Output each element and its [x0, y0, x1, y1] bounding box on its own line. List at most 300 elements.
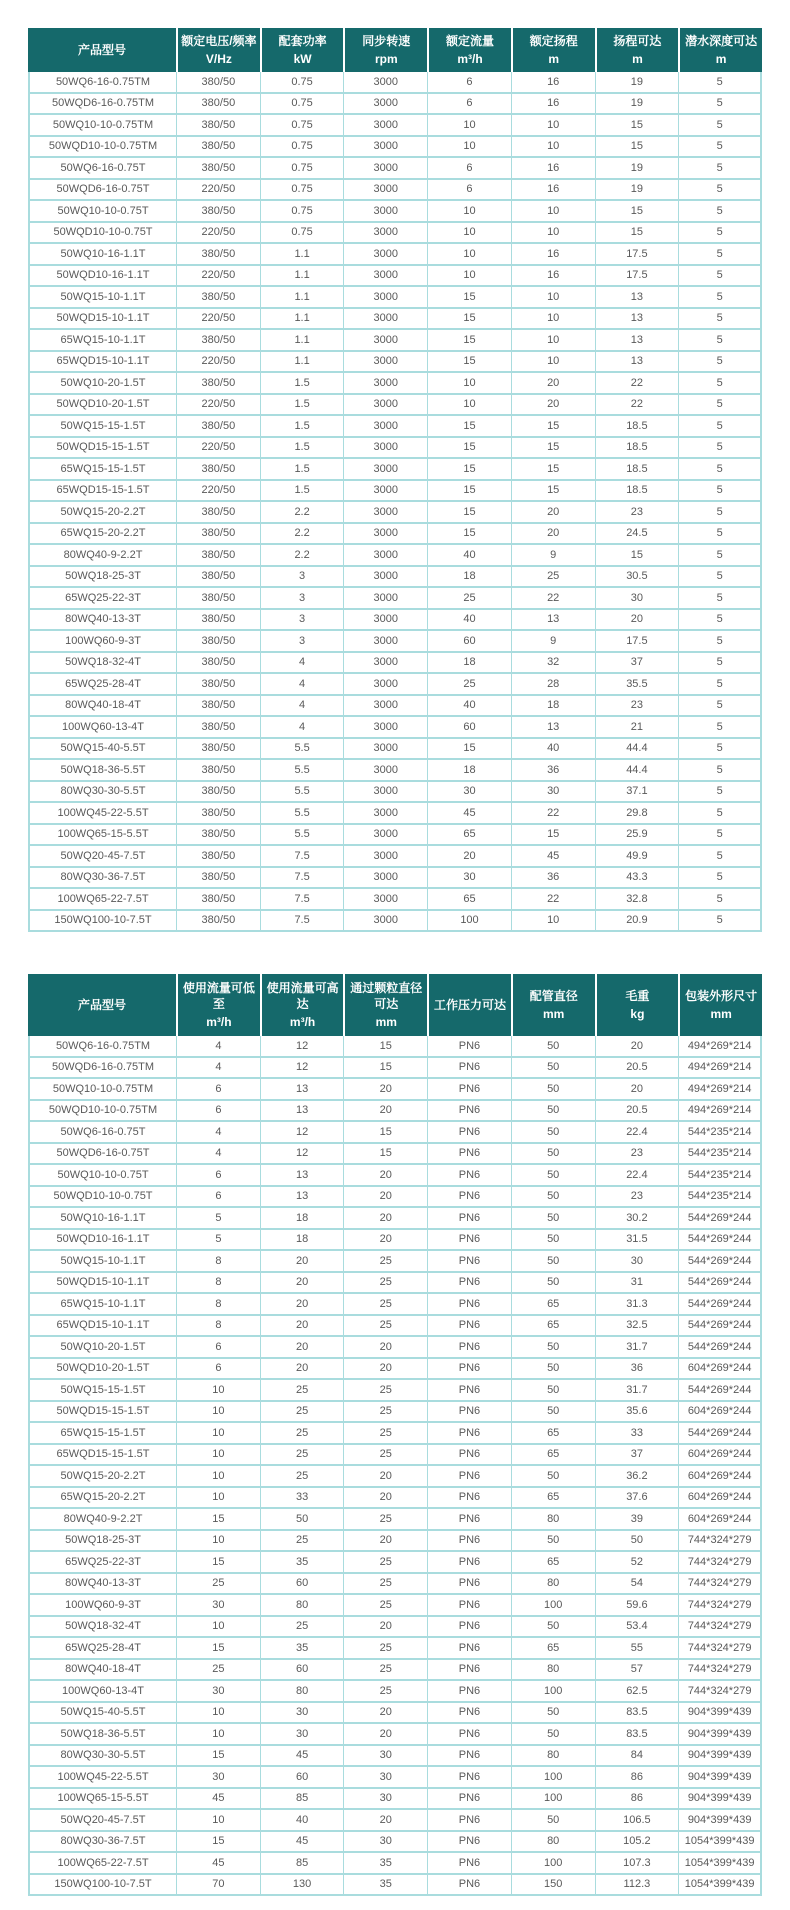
value-cell: 220/50: [176, 352, 260, 374]
value-cell: 5: [678, 674, 762, 696]
model-cell: 50WQD6-16-0.75TM: [28, 1058, 176, 1080]
value-cell: 5: [678, 717, 762, 739]
column-label: 额定扬程: [529, 34, 578, 49]
value-cell: 107.3: [595, 1853, 679, 1875]
model-cell: 65WQ15-10-1.1T: [28, 1294, 176, 1316]
value-cell: 10: [427, 201, 511, 223]
value-cell: 80: [511, 1832, 595, 1854]
column-label: 额定电压/频率: [181, 34, 257, 49]
column-header: [260, 974, 344, 1036]
value-cell: 50: [511, 1144, 595, 1166]
value-cell: 15: [427, 352, 511, 374]
model-cell: 100WQ65-22-7.5T: [28, 1853, 176, 1875]
value-cell: 25: [260, 1531, 344, 1553]
value-cell: 23: [595, 502, 679, 524]
value-cell: 50: [511, 1359, 595, 1381]
column-label: 产品型号: [78, 42, 127, 57]
model-cell: 50WQ15-40-5.5T: [28, 739, 176, 761]
table-row: [28, 266, 762, 288]
model-cell: 100WQ60-9-3T: [28, 1595, 176, 1617]
value-cell: 21: [595, 717, 679, 739]
value-cell: 6: [176, 1187, 260, 1209]
value-cell: 604*269*244: [678, 1445, 762, 1467]
value-cell: 37: [595, 653, 679, 675]
column-label: 扬程可达: [613, 34, 662, 49]
model-cell: 50WQD10-16-1.1T: [28, 266, 176, 288]
value-cell: PN6: [427, 1853, 511, 1875]
value-cell: 65: [511, 1488, 595, 1510]
value-cell: 50: [595, 1531, 679, 1553]
value-cell: 4: [260, 674, 344, 696]
table-row: [28, 1423, 762, 1445]
value-cell: 35: [343, 1875, 427, 1897]
value-cell: 380/50: [176, 287, 260, 309]
value-cell: 3: [260, 588, 344, 610]
table-row: [28, 1466, 762, 1488]
value-cell: 60: [427, 631, 511, 653]
value-cell: 10: [176, 1617, 260, 1639]
value-cell: 100: [511, 1681, 595, 1703]
table-row: [28, 1165, 762, 1187]
column-label: 配管直径: [529, 989, 578, 1004]
value-cell: 55: [595, 1638, 679, 1660]
model-cell: 50WQD6-16-0.75T: [28, 1144, 176, 1166]
value-cell: 25: [343, 1638, 427, 1660]
value-cell: 25.9: [595, 825, 679, 847]
value-cell: 50: [511, 1165, 595, 1187]
value-cell: PN6: [427, 1488, 511, 1510]
column-header: [28, 28, 176, 72]
value-cell: 32: [511, 653, 595, 675]
value-cell: 10: [511, 911, 595, 933]
value-cell: 380/50: [176, 201, 260, 223]
model-cell: 100WQ65-15-5.5T: [28, 825, 176, 847]
model-cell: 65WQ25-28-4T: [28, 1638, 176, 1660]
value-cell: 904*399*439: [678, 1746, 762, 1768]
value-cell: 25: [343, 1251, 427, 1273]
value-cell: PN6: [427, 1359, 511, 1381]
model-cell: 50WQD10-16-1.1T: [28, 1230, 176, 1252]
model-cell: 50WQD10-20-1.5T: [28, 1359, 176, 1381]
value-cell: 40: [427, 610, 511, 632]
value-cell: 10: [176, 1724, 260, 1746]
column-label: 通过颗粒直径可达: [350, 981, 423, 1012]
value-cell: 5: [678, 631, 762, 653]
value-cell: 23: [595, 1144, 679, 1166]
value-cell: PN6: [427, 1423, 511, 1445]
model-cell: 80WQ40-13-3T: [28, 610, 176, 632]
value-cell: 744*324*279: [678, 1552, 762, 1574]
column-header: [511, 974, 595, 1036]
value-cell: PN6: [427, 1380, 511, 1402]
value-cell: 3000: [343, 481, 427, 503]
value-cell: 544*269*244: [678, 1273, 762, 1295]
value-cell: 86: [595, 1767, 679, 1789]
value-cell: 50: [511, 1466, 595, 1488]
model-cell: 50WQ10-20-1.5T: [28, 373, 176, 395]
value-cell: 6: [427, 72, 511, 94]
value-cell: 3000: [343, 502, 427, 524]
value-cell: 3000: [343, 244, 427, 266]
value-cell: 60: [260, 1574, 344, 1596]
value-cell: 1054*399*439: [678, 1832, 762, 1854]
value-cell: 25: [176, 1660, 260, 1682]
model-cell: 50WQ10-10-0.75T: [28, 1165, 176, 1187]
table-row: [28, 158, 762, 180]
value-cell: 45: [176, 1789, 260, 1811]
value-cell: 22: [511, 588, 595, 610]
value-cell: 20.5: [595, 1058, 679, 1080]
value-cell: 40: [427, 545, 511, 567]
value-cell: 22: [595, 373, 679, 395]
table-row: [28, 696, 762, 718]
model-cell: 50WQ15-10-1.1T: [28, 1251, 176, 1273]
value-cell: 15: [427, 309, 511, 331]
value-cell: 380/50: [176, 545, 260, 567]
value-cell: 744*324*279: [678, 1660, 762, 1682]
value-cell: 544*235*214: [678, 1165, 762, 1187]
column-label: 毛重: [625, 989, 650, 1004]
value-cell: PN6: [427, 1552, 511, 1574]
table-row: [28, 287, 762, 309]
value-cell: 15: [427, 438, 511, 460]
value-cell: 20: [595, 1036, 679, 1058]
value-cell: 16: [511, 266, 595, 288]
value-cell: 380/50: [176, 567, 260, 589]
value-cell: PN6: [427, 1402, 511, 1424]
table-row: [28, 330, 762, 352]
value-cell: 17.5: [595, 631, 679, 653]
model-cell: 50WQD10-10-0.75T: [28, 1187, 176, 1209]
value-cell: 30: [176, 1767, 260, 1789]
value-cell: 744*324*279: [678, 1638, 762, 1660]
table-row: [28, 481, 762, 503]
value-cell: 62.5: [595, 1681, 679, 1703]
column-label: 包装外形尺寸: [685, 989, 758, 1004]
value-cell: PN6: [427, 1767, 511, 1789]
value-cell: 50: [511, 1273, 595, 1295]
value-cell: 13: [260, 1187, 344, 1209]
value-cell: 65: [511, 1552, 595, 1574]
model-cell: 100WQ65-15-5.5T: [28, 1789, 176, 1811]
table-row: [28, 524, 762, 546]
value-cell: 30: [343, 1789, 427, 1811]
value-cell: 50: [511, 1337, 595, 1359]
value-cell: 380/50: [176, 696, 260, 718]
table-row: [28, 1574, 762, 1596]
value-cell: 5: [678, 889, 762, 911]
value-cell: 744*324*279: [678, 1574, 762, 1596]
model-cell: 50WQD15-10-1.1T: [28, 309, 176, 331]
value-cell: 70: [176, 1875, 260, 1897]
value-cell: 220/50: [176, 438, 260, 460]
value-cell: 0.75: [260, 180, 344, 202]
value-cell: 220/50: [176, 395, 260, 417]
value-cell: 28: [511, 674, 595, 696]
value-cell: 50: [511, 1230, 595, 1252]
value-cell: 3000: [343, 696, 427, 718]
table-row: [28, 1380, 762, 1402]
model-cell: 50WQ15-15-1.5T: [28, 416, 176, 438]
value-cell: 5: [678, 610, 762, 632]
value-cell: 7.5: [260, 846, 344, 868]
usage-dimensions-section: [28, 974, 762, 1896]
value-cell: 22.4: [595, 1122, 679, 1144]
value-cell: 23: [595, 1187, 679, 1209]
table-row: [28, 1316, 762, 1338]
value-cell: 18: [511, 696, 595, 718]
value-cell: 4: [260, 696, 344, 718]
value-cell: 904*399*439: [678, 1810, 762, 1832]
table-row: [28, 889, 762, 911]
value-cell: 30: [595, 1251, 679, 1273]
value-cell: PN6: [427, 1144, 511, 1166]
value-cell: 15: [511, 481, 595, 503]
value-cell: 20: [343, 1466, 427, 1488]
value-cell: 4: [176, 1058, 260, 1080]
value-cell: 50: [511, 1724, 595, 1746]
value-cell: PN6: [427, 1595, 511, 1617]
value-cell: PN6: [427, 1445, 511, 1467]
value-cell: 5: [678, 201, 762, 223]
value-cell: 50: [511, 1703, 595, 1725]
value-cell: 3000: [343, 115, 427, 137]
value-cell: 10: [511, 115, 595, 137]
value-cell: 3000: [343, 459, 427, 481]
value-cell: 65: [511, 1294, 595, 1316]
value-cell: 5: [678, 395, 762, 417]
value-cell: 5: [678, 180, 762, 202]
value-cell: 50: [511, 1079, 595, 1101]
value-cell: 6: [176, 1337, 260, 1359]
value-cell: 15: [595, 137, 679, 159]
table-row: [28, 1853, 762, 1875]
value-cell: 25: [427, 588, 511, 610]
column-label: 配套功率: [278, 34, 327, 49]
value-cell: 5: [678, 137, 762, 159]
value-cell: 50: [511, 1208, 595, 1230]
value-cell: 85: [260, 1853, 344, 1875]
model-cell: 50WQ15-15-1.5T: [28, 1380, 176, 1402]
value-cell: 36: [511, 868, 595, 890]
value-cell: 30.2: [595, 1208, 679, 1230]
value-cell: 36: [511, 760, 595, 782]
value-cell: 3000: [343, 524, 427, 546]
value-cell: 25: [343, 1380, 427, 1402]
value-cell: 3000: [343, 416, 427, 438]
value-cell: 10: [511, 201, 595, 223]
value-cell: 15: [511, 459, 595, 481]
model-cell: 50WQD10-10-0.75TM: [28, 137, 176, 159]
value-cell: 3000: [343, 266, 427, 288]
value-cell: 25: [260, 1380, 344, 1402]
value-cell: 3000: [343, 201, 427, 223]
table-row: [28, 1337, 762, 1359]
value-cell: 10: [176, 1531, 260, 1553]
value-cell: 3000: [343, 373, 427, 395]
value-cell: 30: [260, 1724, 344, 1746]
value-cell: 22: [595, 395, 679, 417]
value-cell: PN6: [427, 1187, 511, 1209]
value-cell: 20: [343, 1810, 427, 1832]
column-header: [427, 28, 511, 72]
value-cell: 2.2: [260, 502, 344, 524]
value-cell: 5: [678, 653, 762, 675]
column-header: [511, 28, 595, 72]
value-cell: 40: [260, 1810, 344, 1832]
model-cell: 50WQ6-16-0.75TM: [28, 1036, 176, 1058]
value-cell: 15: [427, 459, 511, 481]
model-cell: 80WQ40-18-4T: [28, 696, 176, 718]
value-cell: PN6: [427, 1703, 511, 1725]
value-cell: 544*235*214: [678, 1144, 762, 1166]
value-cell: 380/50: [176, 739, 260, 761]
value-cell: 744*324*279: [678, 1617, 762, 1639]
model-cell: 65WQ25-22-3T: [28, 1552, 176, 1574]
value-cell: PN6: [427, 1230, 511, 1252]
value-cell: 25: [260, 1466, 344, 1488]
header-row: [28, 974, 762, 1036]
table-row: [28, 180, 762, 202]
table-row: [28, 459, 762, 481]
table-row: [28, 674, 762, 696]
value-cell: 3000: [343, 782, 427, 804]
value-cell: 6: [427, 158, 511, 180]
table-row: [28, 1832, 762, 1854]
value-cell: 40: [511, 739, 595, 761]
value-cell: 19: [595, 72, 679, 94]
value-cell: 10: [176, 1810, 260, 1832]
model-cell: 100WQ60-9-3T: [28, 631, 176, 653]
value-cell: 50: [511, 1058, 595, 1080]
value-cell: 65: [427, 889, 511, 911]
model-cell: 50WQD15-15-1.5T: [28, 1402, 176, 1424]
value-cell: 60: [260, 1767, 344, 1789]
value-cell: 1.5: [260, 416, 344, 438]
value-cell: 5: [678, 911, 762, 933]
value-cell: 5: [678, 696, 762, 718]
value-cell: 65: [511, 1423, 595, 1445]
value-cell: 25: [427, 674, 511, 696]
column-header: [343, 974, 427, 1036]
value-cell: 36.2: [595, 1466, 679, 1488]
value-cell: 112.3: [595, 1875, 679, 1897]
value-cell: 6: [176, 1101, 260, 1123]
value-cell: 20: [343, 1079, 427, 1101]
model-cell: 50WQD10-10-0.75TM: [28, 1101, 176, 1123]
value-cell: PN6: [427, 1316, 511, 1338]
value-cell: 5: [678, 459, 762, 481]
value-cell: 3000: [343, 760, 427, 782]
table-row: [28, 1660, 762, 1682]
column-unit: m³/h: [289, 1014, 316, 1029]
value-cell: 3000: [343, 545, 427, 567]
column-header: [427, 974, 511, 1036]
value-cell: 3000: [343, 137, 427, 159]
value-cell: 15: [176, 1832, 260, 1854]
value-cell: 0.75: [260, 72, 344, 94]
electrical-performance-section: [28, 28, 762, 932]
value-cell: 100: [511, 1767, 595, 1789]
value-cell: 15: [343, 1036, 427, 1058]
model-cell: 100WQ65-22-7.5T: [28, 889, 176, 911]
value-cell: 9: [511, 631, 595, 653]
value-cell: 13: [260, 1079, 344, 1101]
model-cell: 100WQ60-13-4T: [28, 1681, 176, 1703]
value-cell: 8: [176, 1251, 260, 1273]
value-cell: 5.5: [260, 782, 344, 804]
table-row: [28, 72, 762, 94]
value-cell: 15: [427, 481, 511, 503]
value-cell: 30: [343, 1832, 427, 1854]
value-cell: 80: [511, 1509, 595, 1531]
value-cell: 80: [260, 1681, 344, 1703]
value-cell: 44.4: [595, 760, 679, 782]
value-cell: PN6: [427, 1165, 511, 1187]
value-cell: 3000: [343, 223, 427, 245]
value-cell: 10: [176, 1380, 260, 1402]
value-cell: 20: [511, 502, 595, 524]
value-cell: 15: [427, 502, 511, 524]
value-cell: 50: [511, 1036, 595, 1058]
value-cell: 84: [595, 1746, 679, 1768]
model-cell: 50WQ20-45-7.5T: [28, 846, 176, 868]
value-cell: 65: [427, 825, 511, 847]
column-unit: mm: [710, 1006, 732, 1021]
model-cell: 65WQ25-22-3T: [28, 588, 176, 610]
value-cell: 5: [678, 158, 762, 180]
value-cell: 31.7: [595, 1337, 679, 1359]
value-cell: 20: [260, 1337, 344, 1359]
value-cell: 25: [260, 1402, 344, 1424]
value-cell: 50: [511, 1380, 595, 1402]
value-cell: 5: [678, 72, 762, 94]
value-cell: 904*399*439: [678, 1767, 762, 1789]
value-cell: 5: [678, 760, 762, 782]
value-cell: 1.1: [260, 330, 344, 352]
value-cell: 100: [427, 911, 511, 933]
value-cell: 20: [511, 524, 595, 546]
value-cell: 16: [511, 244, 595, 266]
value-cell: 0.75: [260, 137, 344, 159]
value-cell: 5: [678, 266, 762, 288]
value-cell: 1.5: [260, 395, 344, 417]
value-cell: 3000: [343, 889, 427, 911]
value-cell: 25: [343, 1660, 427, 1682]
value-cell: 5: [678, 524, 762, 546]
value-cell: 15: [511, 825, 595, 847]
value-cell: 380/50: [176, 889, 260, 911]
value-cell: 30: [511, 782, 595, 804]
table-row: [28, 1681, 762, 1703]
value-cell: 60: [427, 717, 511, 739]
value-cell: 20: [511, 395, 595, 417]
column-label: 使用流量可低至: [182, 981, 255, 1012]
value-cell: 6: [176, 1359, 260, 1381]
value-cell: 32.8: [595, 889, 679, 911]
value-cell: 5: [678, 287, 762, 309]
table-row: [28, 653, 762, 675]
value-cell: 100: [511, 1595, 595, 1617]
value-cell: 50: [511, 1617, 595, 1639]
value-cell: 33: [260, 1488, 344, 1510]
value-cell: 10: [427, 244, 511, 266]
value-cell: 5: [678, 868, 762, 890]
value-cell: 20: [343, 1531, 427, 1553]
value-cell: 25: [260, 1423, 344, 1445]
value-cell: 15: [176, 1552, 260, 1574]
value-cell: 20: [511, 373, 595, 395]
